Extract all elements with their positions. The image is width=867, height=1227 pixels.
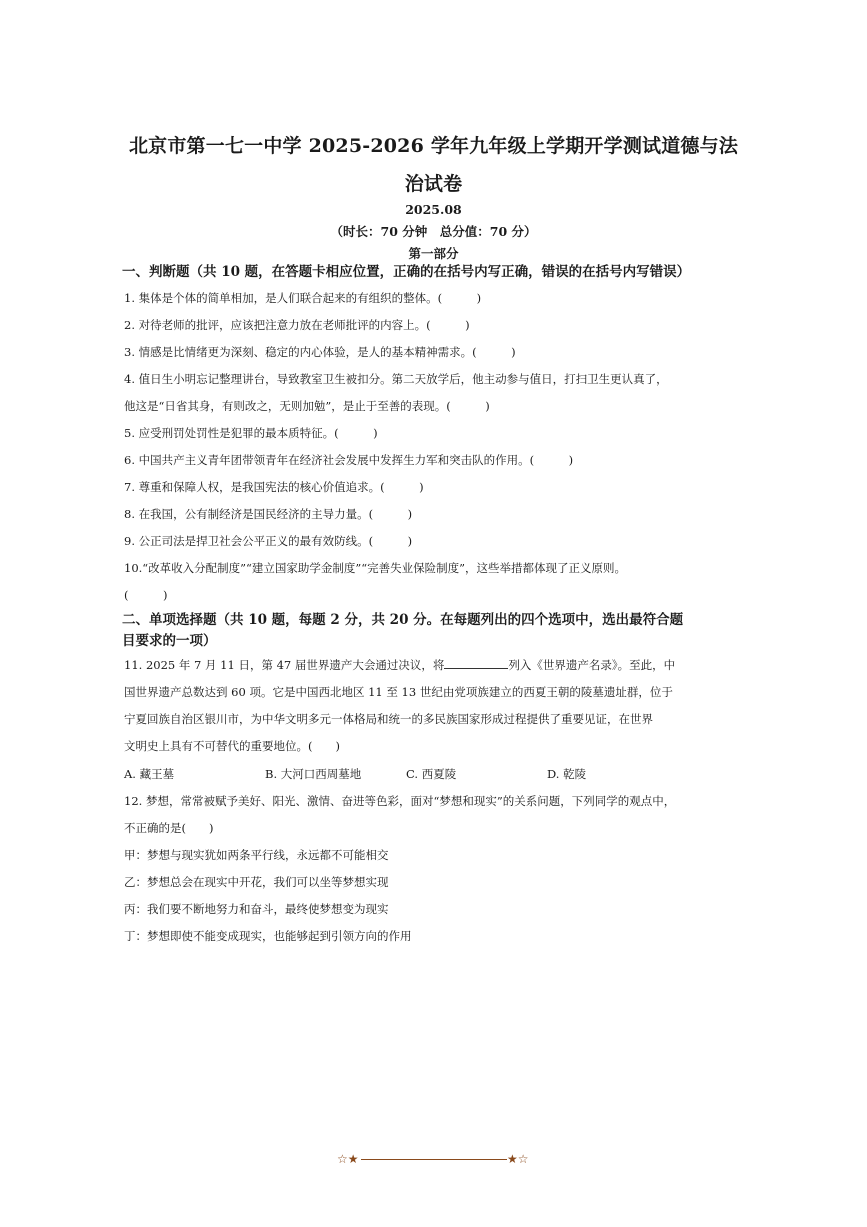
part-heading: 第一部分: [408, 246, 459, 261]
question-11-text-before-blank: 11. 2025 年 7 月 11 日，第 47 届世界遗产大会通过决议，将: [124, 658, 445, 672]
statement-ding: 丁：梦想即使不能变成现实，也能够起到引领方向的作用: [124, 929, 412, 943]
question-item: 9. 公正司法是捍卫社会公平正义的最有效防线。( ): [124, 534, 413, 548]
question-item: 8. 在我国，公有制经济是国民经济的主导力量。( ): [124, 507, 413, 521]
question-item: 2. 对待老师的批评，应该把注意力放在老师批评的内容上。( ): [124, 318, 470, 332]
statement-bing: 丙：我们要不断地努力和奋斗，最终使梦想变为现实: [124, 902, 389, 916]
question-11-line1: [124, 657, 704, 673]
question-item-continuation: ( ): [124, 588, 168, 602]
exam-title-line1: 北京市第一七一中学 2025-2026 学年九年级上学期开学测试道德与法: [128, 135, 739, 157]
section1-heading: 一、判断题（共 10 题，在答题卡相应位置，正确的在括号内写正确，错误的在括号内写错误）: [122, 264, 691, 280]
question-11-line4: 文明史上具有不可替代的重要地位。( ): [124, 739, 340, 753]
question-item-continuation: 他这是“日省其身，有则改之，无则加勉”，是止于至善的表现。( ): [124, 399, 490, 413]
statement-yi: 乙：梦想总会在现实中开花，我们可以坐等梦想实现: [124, 875, 389, 889]
question-item: 6. 中国共产主义青年团带领青年在经济社会发展中发挥生力军和突击队的作用。( ): [124, 453, 574, 467]
question-item: 1. 集体是个体的简单相加，是人们联合起来的有组织的整体。( ): [124, 291, 482, 305]
question-12-line2: 不正确的是( ): [124, 821, 214, 835]
option-b: B. 大河口西周墓地: [265, 767, 362, 781]
option-d: D. 乾陵: [547, 767, 587, 781]
exam-title-line2: 治试卷: [404, 173, 463, 195]
question-11-line2: 国世界遗产总数达到 60 项。它是中国西北地区 11 至 13 世纪由党项族建立的西夏王朝的陵墓遗址群，位于: [124, 685, 673, 699]
question-11-line3: 宁夏回族自治区银川市，为中华文明多元一体格局和统一的多民族国家形成过程提供了重要见证，在世界: [124, 712, 653, 726]
footer-ornament: [0, 1152, 867, 1168]
exam-duration: （时长：70 分钟 总分值：70 分）: [330, 224, 537, 239]
question-item: 4. 值日生小明忘记整理讲台，导致教室卫生被扣分。第二天放学后，他主动参与值日，打扫卫生更认真了，: [124, 372, 668, 386]
footer-divider: [361, 1159, 507, 1160]
section2-heading-line2: 目要求的一项）: [122, 633, 217, 649]
answer-blank: [444, 657, 508, 669]
option-c: C. 西夏陵: [406, 767, 457, 781]
question-item: 7. 尊重和保障人权，是我国宪法的核心价值追求。( ): [124, 480, 424, 494]
exam-date: 2025.08: [405, 202, 462, 217]
question-item: 3. 情感是比情绪更为深刻、稳定的内心体验，是人的基本精神需求。( ): [124, 345, 516, 359]
footer-stars-right: ★☆: [507, 1152, 529, 1166]
statement-jia: 甲：梦想与现实犹如两条平行线，永远都不可能相交: [124, 848, 389, 862]
question-12-line1: 12. 梦想，常常被赋予美好、阳光、激情、奋进等色彩，面对“梦想和现实”的关系问题，下列同学的观点中，: [124, 794, 676, 808]
question-11-text-after-blank: 列入《世界遗产名录》。至此，中: [508, 658, 676, 672]
section2-heading-line1: 二、单项选择题（共 10 题，每题 2 分，共 20 分。在每题列出的四个选项中，选出最符合题: [122, 612, 684, 628]
question-item: 5. 应受刑罚处罚性是犯罪的最本质特征。( ): [124, 426, 378, 440]
footer-stars-left: ☆★: [337, 1152, 359, 1166]
question-item: 10.“改革收入分配制度”“建立国家助学金制度”“完善失业保险制度”，这些举措都体现了正义原则。: [124, 561, 627, 575]
option-a: A. 藏王墓: [124, 767, 175, 781]
